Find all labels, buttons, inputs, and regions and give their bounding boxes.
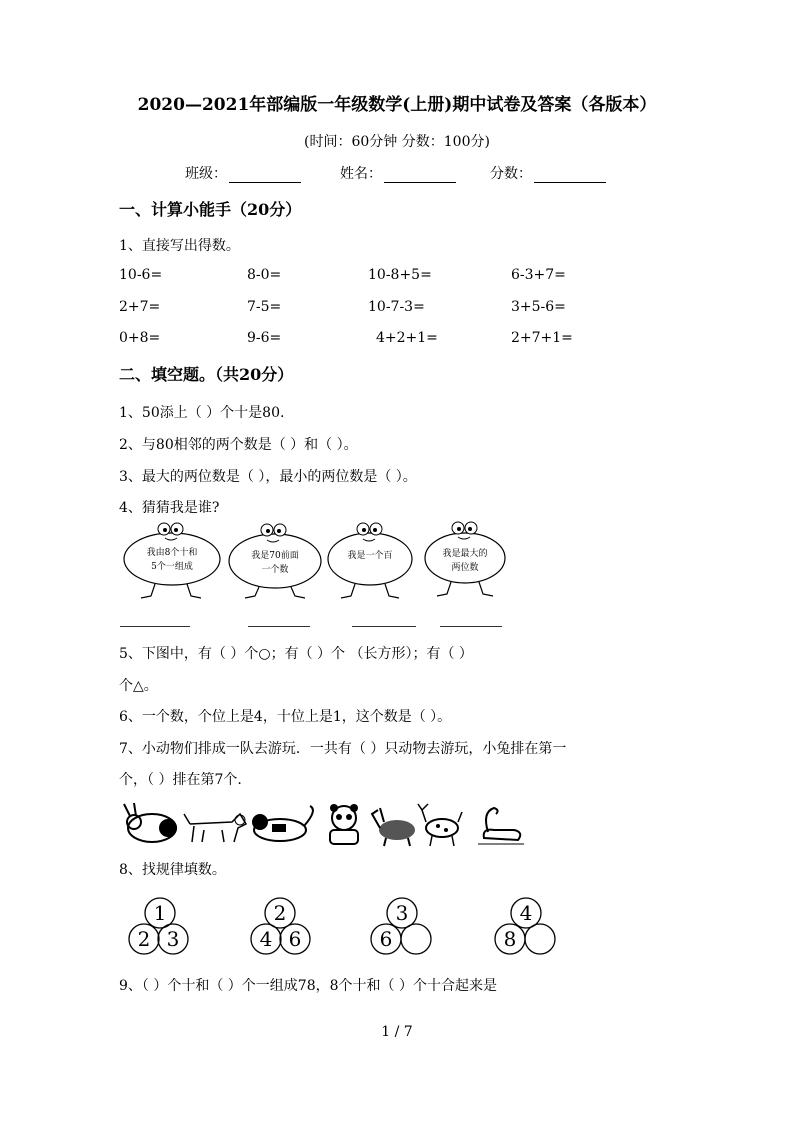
riddle-2-line2: 一个数 xyxy=(261,565,289,575)
section2-q7-cont: 个，（ ）排在第7个. xyxy=(119,772,242,788)
swan-icon xyxy=(478,808,524,844)
page-title: 2020—2021年部编版一年级数学(上册)期中试卷及答案（各版本） xyxy=(137,95,657,115)
circle-pattern-2 xyxy=(251,898,310,954)
circle-pattern-4 xyxy=(495,898,555,954)
riddle-character-1 xyxy=(124,523,220,598)
score-label: 分数： xyxy=(490,166,532,182)
calc-item: 10-6= xyxy=(119,267,163,283)
section2-q3: 3、最大的两位数是（ ），最小的两位数是（ ）。 xyxy=(119,469,417,485)
section2-q7: 7、小动物们排成一队去游玩．一共有（ ）只动物去游玩，小兔排在第一 xyxy=(119,741,567,757)
class-label: 班级： xyxy=(185,166,227,182)
calc-item: 8-0= xyxy=(247,267,282,283)
class-blank[interactable] xyxy=(229,168,301,183)
calc-item: 3+5-6= xyxy=(511,299,566,315)
riddle-answer-line[interactable] xyxy=(120,626,190,627)
section1-q1: 1、直接写出得数。 xyxy=(119,238,240,254)
donkey-icon xyxy=(372,808,415,846)
pattern-3-top: 3 xyxy=(395,901,409,925)
panda-icon xyxy=(330,804,358,844)
score-field xyxy=(490,163,606,183)
section2-q1: 1、50添上（ ）个十是80. xyxy=(119,405,285,421)
section2-q4: 4、猜猜我是谁? xyxy=(119,500,220,516)
riddle-figures xyxy=(115,518,535,628)
section2-q5-cont: 个△。 xyxy=(119,678,158,694)
riddle-answer-line[interactable] xyxy=(440,626,502,627)
calc-item: 2+7= xyxy=(119,299,161,315)
pattern-2-top: 2 xyxy=(273,901,287,925)
rabbit-icon xyxy=(124,803,177,842)
calc-item: 2+7+1= xyxy=(511,330,573,346)
pattern-3-left: 6 xyxy=(379,927,393,951)
page-number: 1 / 7 xyxy=(381,1024,413,1040)
exam-time-score: (时间：60分钟 分数：100分) xyxy=(304,134,490,150)
circle-patterns xyxy=(118,893,568,963)
riddle-2-line1: 我是70前面 xyxy=(251,551,299,561)
section2-q2: 2、与80相邻的两个数是（ ）和（ ）。 xyxy=(119,437,358,453)
section2-q9: 9、（ ）个十和（ ）个一组成78，8个十和（ ）个十合起来是 xyxy=(119,978,497,994)
riddle-3-line1: 我是一个百 xyxy=(347,551,393,561)
calc-item: 7-5= xyxy=(247,299,282,315)
riddle-4-line2: 两位数 xyxy=(451,563,479,573)
riddle-character-2 xyxy=(229,524,321,598)
class-field xyxy=(185,163,301,183)
section2-q8: 8、找规律填数。 xyxy=(119,862,226,878)
section1-heading: 一、计算小能手（20分） xyxy=(119,200,302,219)
calc-item: 0+8= xyxy=(119,330,161,346)
calc-item: 9-6= xyxy=(247,330,282,346)
pattern-4-left: 8 xyxy=(503,927,517,951)
pattern-3-right-blank[interactable] xyxy=(401,924,431,954)
calc-item: 10-7-3= xyxy=(368,299,425,315)
dog-icon xyxy=(184,814,246,842)
calc-item: 10-8+5= xyxy=(368,267,432,283)
score-blank[interactable] xyxy=(534,168,606,183)
riddle-answer-line[interactable] xyxy=(352,626,416,627)
section2-q6: 6、一个数，个位上是4，十位上是1，这个数是（ ）。 xyxy=(119,709,452,725)
name-field xyxy=(340,163,456,183)
pattern-4-top: 4 xyxy=(519,901,533,925)
pattern-2-right: 6 xyxy=(288,927,302,951)
deer-icon xyxy=(418,804,462,846)
name-blank[interactable] xyxy=(384,168,456,183)
calc-item: 6-3+7= xyxy=(511,267,566,283)
circle-pattern-1 xyxy=(129,898,188,954)
riddle-4-line1: 我是最大的 xyxy=(442,549,488,559)
riddle-character-3 xyxy=(328,523,412,598)
section2-heading: 二、填空题。（共20分） xyxy=(119,365,294,384)
circle-pattern-3 xyxy=(371,898,431,954)
calc-item: 4+2+1= xyxy=(376,330,438,346)
pattern-2-left: 4 xyxy=(259,927,273,951)
pattern-1-left: 2 xyxy=(137,927,151,951)
riddle-answer-line[interactable] xyxy=(248,626,310,627)
riddle-1-line2: 5个一组成 xyxy=(151,562,193,572)
animal-lineup xyxy=(122,800,532,848)
pattern-1-top: 1 xyxy=(153,901,167,925)
section2-q5: 5、下图中，有（ ）个○；有（ ）个 （长方形）；有（ ） xyxy=(119,646,473,662)
pattern-1-right: 3 xyxy=(166,927,180,951)
name-label: 姓名： xyxy=(340,166,382,182)
cat-icon xyxy=(252,806,313,841)
riddle-1-line1: 我由8个十和 xyxy=(146,548,198,558)
riddle-character-4 xyxy=(425,522,505,596)
pattern-4-right-blank[interactable] xyxy=(525,924,555,954)
